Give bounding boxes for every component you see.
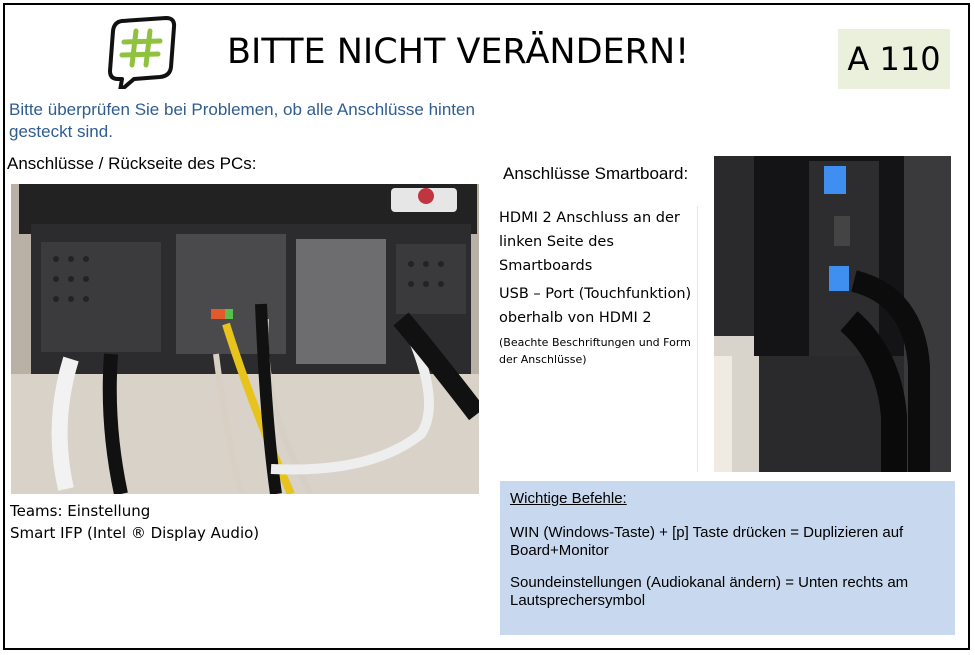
commands-heading: Wichtige Befehle: bbox=[510, 490, 627, 507]
usb-instruction: USB – Port (Touchfunktion) oberhalb von HDMI 2 bbox=[499, 286, 692, 326]
hashtag-speech-bubble-icon bbox=[104, 13, 180, 89]
hdmi-instruction: HDMI 2 Anschluss an der linken Seite des Smartboards bbox=[499, 210, 680, 274]
smartboard-ports-photo bbox=[714, 156, 951, 472]
page-title: BITTE NICHT VERÄNDERN! bbox=[227, 32, 690, 72]
pc-rear-ports-photo bbox=[11, 184, 479, 494]
smartboard-heading: Anschlüsse Smartboard: bbox=[503, 164, 689, 183]
text-divider bbox=[697, 206, 698, 472]
teams-setting bbox=[10, 500, 259, 544]
ports-note: (Beachte Beschriftungen und Form der Anschlüsse) bbox=[499, 336, 691, 366]
pc-ports-heading: Anschlüsse / Rückseite des PCs: bbox=[7, 154, 257, 173]
teams-setting-line2: Smart IFP (Intel ® Display Audio) bbox=[10, 524, 260, 542]
smartboard-instructions bbox=[499, 206, 699, 372]
commands-box bbox=[500, 481, 955, 635]
room-label: A 110 bbox=[838, 29, 950, 89]
teams-setting-line1: Teams: Einstellung bbox=[10, 502, 151, 520]
command-duplicate: WIN (Windows-Taste) + [p] Taste drücken = Duplizieren auf Board+Monitor bbox=[510, 524, 904, 559]
command-sound: Soundeinstellungen (Audiokanal ändern) = Unten rechts am Lautsprechersymbol bbox=[510, 574, 909, 609]
intro-text: Bitte überprüfen Sie bei Problemen, ob alle Anschlüsse hinten gesteckt sind. bbox=[9, 100, 475, 141]
